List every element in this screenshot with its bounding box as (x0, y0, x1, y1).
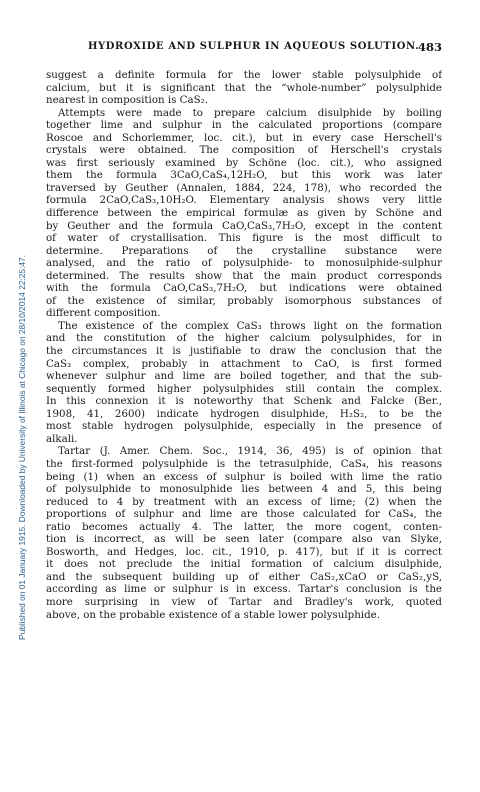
text-line: the first-formed polysulphide is the tetrasulphide, CaS₄, his reasons (46, 457, 442, 470)
text-line: above, on the probable existence of a stable lower polysulphide. (46, 608, 380, 621)
text-line: of polysulphide to monosulphide lies between 4 and 5, this being (46, 483, 442, 496)
text-line: alkali. (46, 432, 78, 445)
text-line: of water of crystallisation. This figure is the most difficult to (46, 232, 442, 245)
text-line: calcium, but it is significant that the “whole-number” polysulphide (46, 81, 442, 94)
text-line: difference between the empirical formulæ as given by Schöne and (46, 207, 442, 220)
page-header (46, 41, 442, 55)
text-line: Bosworth, and Hedges, loc. cit., 1910, p. 417), but if it is correct (46, 545, 442, 558)
download-watermark-text: Published on 01 January 1915. Downloaded by University of Illinois at Chicago on 28/10/2014 22:25:47. (17, 254, 27, 640)
text-line: analysed, and the ratio of polysulphide- to monosulphide-sulphur (46, 257, 442, 270)
text-line: traversed by Geuther (Annalen, 1884, 224, 178), who recorded the (46, 181, 442, 194)
text-line: together lime and sulphur in the calculated proportions (compare (46, 119, 442, 132)
text-line: proportions of sulphur and lime are those calculated for CaS₄, the (46, 508, 442, 521)
text-line: the circumstances it is justifiable to draw the conclusion that the (46, 345, 442, 358)
text-line: being (1) when an excess of sulphur is boiled with lime the ratio (46, 470, 442, 483)
text-line: was first seriously examined by Schöne (loc. cit.), who assigned (46, 156, 442, 169)
text-line: whenever sulphur and lime are boiled together, and that the sub- (46, 370, 442, 383)
page-number: 483 (417, 40, 442, 54)
paragraph (46, 69, 442, 107)
text-line: CaS₃ complex, probably in attachment to CaO, is first formed (46, 357, 442, 370)
text-line: most stable hydrogen polysulphide, especially in the presence of (46, 420, 442, 433)
text-line: Attempts were made to prepare calcium disulphide by boiling (58, 106, 442, 119)
text-line: with the formula CaO,CaS₃,7H₂O, but indications were obtained (46, 282, 442, 295)
paragraph (46, 445, 442, 621)
paragraph (46, 320, 442, 445)
text-line: it does not preclude the initial formation of calcium disulphide, (46, 558, 442, 571)
text-line: different composition. (46, 307, 161, 320)
text-line: sequently formed higher polysulphides still contain the complex. (46, 382, 442, 395)
text-line: reduced to 4 by treatment with an excess of lime; (2) when the (46, 495, 442, 508)
text-line: determine. Preparations of the crystalline substance were (46, 244, 442, 257)
text-line: and the subsequent building up of either CaS₂,xCaO or CaS₂,yS, (46, 570, 442, 583)
download-watermark (5, 40, 27, 640)
text-line: determined. The results show that the main product corresponds (46, 269, 442, 282)
paragraph (46, 107, 442, 320)
running-title: HYDROXIDE AND SULPHUR IN AQUEOUS SOLUTION. (88, 41, 420, 52)
text-line: nearest in composition is CaS₂. (46, 94, 208, 107)
text-line: more surprising in view of Tartar and Bradley's work, quoted (46, 595, 442, 608)
text-line: and the constitution of the higher calcium polysulphides, for in (46, 332, 442, 345)
text-line: 1908, 41, 2600) indicate hydrogen disulphide, H₂S₂, to be the (46, 407, 442, 420)
text-line: of the existence of similar, probably isomorphous substances of (46, 294, 442, 307)
text-line: tion is incorrect, as will be seen later (compare also van Slyke, (46, 533, 442, 546)
text-line: ratio becomes actually 4. The latter, the more cogent, conten- (46, 520, 442, 533)
text-line: In this connexion it is noteworthy that Schenk and Falcke (Ber., (46, 395, 442, 408)
text-line: formula 2CaO,CaS₃,10H₂O. Elementary analysis shows very little (46, 194, 442, 207)
text-line: The existence of the complex CaS₃ throws light on the formation (58, 319, 442, 332)
text-line: crystals were obtained. The composition of Herschell's crystals (46, 144, 442, 157)
text-line: them the formula 3CaO,CaS₄,12H₂O, but this work was later (46, 169, 442, 182)
text-line: by Geuther and the formula CaO,CaS₃,7H₂O, except in the content (46, 219, 442, 232)
text-line: suggest a definite formula for the lower stable polysulphide of (46, 69, 442, 81)
text-line: according as lime or sulphur is in excess. Tartar's conclusion is the (46, 583, 442, 596)
body-text (46, 69, 442, 621)
text-line: Tartar (J. Amer. Chem. Soc., 1914, 36, 495) is of opinion that (58, 445, 442, 458)
text-line: Roscoe and Schorlemmer, loc. cit.), but in every case Herschell's (46, 131, 442, 144)
